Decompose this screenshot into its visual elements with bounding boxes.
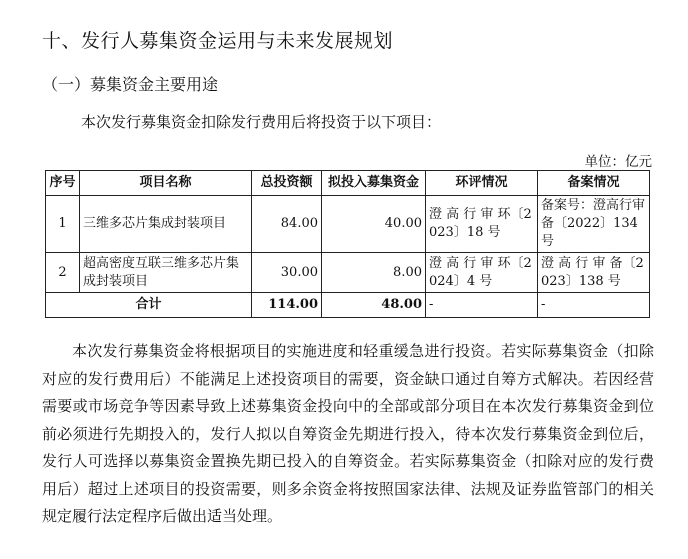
subsection-heading: （一）募集资金主要用途 xyxy=(42,75,219,94)
row-planned-funds: 8.00 xyxy=(322,253,426,293)
row-project-name: 三维多芯片集成封装项目 xyxy=(80,196,252,253)
header-total-investment: 总投资额 xyxy=(252,171,322,196)
row-filing-status: 澄 高 行 审 备〔2023〕138 号 xyxy=(538,253,650,293)
intro-text: 本次发行募集资金扣除发行费用后将投资于以下项目： xyxy=(81,113,442,131)
investment-table xyxy=(45,170,650,318)
total-planned-funds: 48.00 xyxy=(322,293,426,318)
header-planned-funds: 拟投入募集资金 xyxy=(322,171,426,196)
header-index: 序号 xyxy=(46,171,80,196)
row-filing-status: 备案号：澄高行审备〔2022〕134 号 xyxy=(538,196,650,253)
row-total-investment: 84.00 xyxy=(252,196,322,253)
row-index: 2 xyxy=(46,253,80,293)
row-index: 1 xyxy=(46,196,80,253)
row-planned-funds: 40.00 xyxy=(322,196,426,253)
header-filing-status: 备案情况 xyxy=(538,171,650,196)
row-total-investment: 30.00 xyxy=(252,253,322,293)
header-project-name: 项目名称 xyxy=(80,171,252,196)
total-investment: 114.00 xyxy=(252,293,322,318)
unit-label: 单位：亿元 xyxy=(584,154,652,170)
row-eia-status: 澄 高 行 审 环〔2023〕18 号 xyxy=(426,196,538,253)
row-eia-status: 澄 高 行 审 环〔2024〕4 号 xyxy=(426,253,538,293)
row-project-name: 超高密度互联三维多芯片集成封装项目 xyxy=(80,253,252,293)
section-heading: 十、发行人募集资金运用与未来发展规划 xyxy=(42,30,394,52)
header-eia-status: 环评情况 xyxy=(426,171,538,196)
table-row xyxy=(46,253,650,293)
total-eia-status: - xyxy=(426,293,538,318)
table-total-row xyxy=(46,293,650,318)
table-row xyxy=(46,196,650,253)
total-label: 合计 xyxy=(46,293,252,318)
total-filing-status: - xyxy=(538,293,650,318)
table-header-row xyxy=(46,171,650,196)
body-paragraph: 本次发行募集资金将根据项目的实施进度和轻重缓急进行投资。若实际募集资金（扣除对应的发行费用后）不能满足上述投资项目的需要，资金缺口通过自筹方式解决。若因经营需要或市场竞争等因素导致上述募集资金投向中的全部或部分项目在本次发行募集资金到位前必须进行先期投入的，发行人拟以自筹资金先期进行投入，待本次发行募集资金到位后，发行人可选择以募集资金置换先期已投入的自筹资金。若实际募集资金（扣除对应的发行费用后）超过上述项目的投资需要，则多余资金将按照国家法律、法规及证券监管部门的相关规定履行法定程序后做出适当处理。 xyxy=(42,342,654,525)
